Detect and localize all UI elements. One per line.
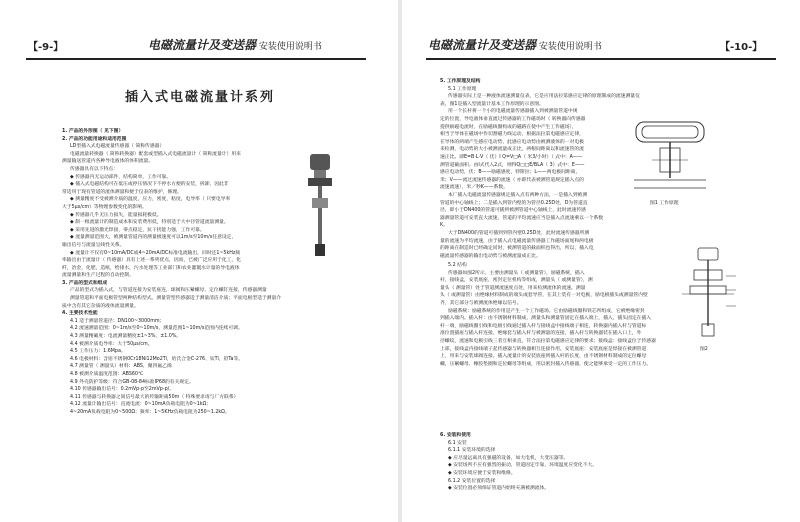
text-line: 1. 产品的外形图（ 见下图） [62, 129, 124, 134]
text-line: 4.1 适于测量管道径：DN100~3000mm； [70, 318, 165, 324]
text-line: ◆ 传感器几乎无压力损失，能量损耗极低。 [70, 212, 162, 218]
text-line: 上，用来与安装球阀连接。插入流量计的安装底座到插入杆的长度，由不锈钢材料制成的定位螺母 [440, 354, 647, 360]
text-line: 管道的中心轴线上；二是插入到管内壁的为管径0.25D处，D为管道直 [440, 200, 588, 206]
text-line: 4.9 外壳防护等级：符合GB-08-84标准IP68的有关规定。 [70, 379, 194, 385]
text-line: 6.1 安装 [448, 440, 467, 446]
text-line: ◆ 安装场所不应有强烈的振动，管道固定牢靠，环境温度应变化不大。 [448, 463, 598, 469]
text-line: 器测量管道可安装直大流速，管道的平均流速应当是插入点流速乘以一个系数 [440, 215, 604, 221]
text-line: 大于DN400的管道可插到到管内壁0.25D处，此时流速传感器所测 [448, 230, 590, 236]
text-line: 本厂插入电磁流量传感器规定插入点有两种方法，一是插入到被测 [448, 193, 588, 198]
text-line: 5. 工作原理及结构 [440, 79, 481, 84]
text-line: 表，图1是插入型流量计基本工作原理的示意图。 [440, 101, 544, 107]
text-line: 径螺纹，流速和电极引线三者互相垂直，符合法拉第电磁感应定律的要求；接线盒：接线盒位于传感器 [440, 338, 656, 344]
working-principle-figure [630, 118, 710, 200]
text-line: ◆ 流量测量范围大，被测量管道内的测量极速度可以1m/s至10m/s任意设定， [70, 235, 237, 241]
text-line: 4~20mA负载电阻为0~500Ω；频率：1~5KHz负载电阻为250~1.2kΩ。 [70, 409, 230, 415]
text-line: 上部，接线盒内接线端子起传感器与转换器相互连接作用。安装底座：安装底座是焊接在被测管道 [440, 346, 647, 352]
text-line: 4.3 测量精确度：电流测量精度±1~3%，±1.0%。 [70, 334, 182, 340]
text-line: 磁流量传感器的输出电动势与被测流量成正比。 [440, 253, 541, 259]
text-line: 流速流速），米／秒K——系数。 [440, 185, 508, 191]
text-line: ◆ 安装环境应便于安装和维修。 [448, 470, 516, 476]
text-line: 径，即小于DN400的管道可插到被测管道中心轴线上，此时流速传感 [440, 208, 586, 214]
text-line: 4.10 传感器输出信号：0.2mVp-p至2mVp-p/。 [70, 387, 175, 393]
right-page-number: 【-10-】 [720, 42, 763, 53]
fig1-caption: 图1 工作原理 [650, 201, 679, 206]
text-line: 6. 安装和使用 [440, 433, 471, 438]
text-line: 5.1 工作原理 [448, 86, 477, 92]
text-line: 6.1.1 安装环境的选择 [448, 448, 496, 454]
text-line: ◆ 制一根流量计的制造成本和安装费用低，特别适于大中径管道流量测量。 [70, 220, 229, 226]
text-line: 3. 产品的型式和组成 [62, 280, 108, 286]
text-line: 4.2 流速测量范围：0~1m/s至0~10m/s，测量范围1~10m/s范围内连续可调。 [70, 326, 243, 332]
text-line: 纤，冶金，化肥，造纸，给排水，污水处理等工业部门和农业灌溉水计量的导电液体 [62, 265, 240, 271]
text-line: 测量管道和平面电极管型两种结构型式。测量管型传感器适于测量清洁介质；平面电极型适于测量介 [70, 296, 282, 302]
text-line: 提供励磁电流时，在励磁线圈构成的磁路在使中产生工作磁场）， [440, 124, 577, 130]
text-line: 4. 主要技术性能 [62, 311, 98, 317]
text-line: 米；V——流过流速传感器的流速（ 亦即代表被测管道规定插入点的 [440, 177, 584, 183]
text-line: 率输出由于流量计（ 传感器）具有上述一系列优点，因而，已被广泛应用于化工，化 [62, 258, 242, 264]
text-line: ◆ 采用先进的激光焊接，零点稳定，抗干扰能力强，工作可靠。 [70, 227, 205, 233]
text-line: 4.11 传感器与转换器之间信号最大的传输距离50m（ 特殊要求请与厂方联系） [70, 394, 239, 400]
right-page [400, 0, 800, 522]
text-line: 感应电动势，伏；B——励磁感度，特斯拉；L——两电极间距离， [440, 170, 581, 176]
left-header-rule [26, 58, 366, 60]
text-line: ◆ 插入式电磁结构可在低压或停压情况下不停水方便的安装，拆卸，因此非 [70, 182, 229, 188]
right-header-title: 电磁流量计及变送器 安装使用说明书 [428, 38, 602, 52]
text-line: ◆ 测量精度不受被测介质的温度，压力，密度，粘度，电导率（ 只要电导率 [70, 197, 231, 203]
text-line: 5.2 结构 [448, 263, 467, 268]
text-line: 4.6 电极材料：含钼不锈钢0Cr18Ni12Mo2Ti，哈氏合金C-276、钛Ti，钽Ta等。 [70, 356, 244, 362]
right-install-text [440, 432, 740, 493]
text-line: 测管道截面积。由Ⅰ式代入2式，则得Q□□E/BLA（ 3）式中：E—— [440, 162, 585, 168]
left-main-title: 插入式电磁流量计系列 [124, 90, 275, 105]
text-line: 传感器如图2所示，主要由测量头（ 或测量管），励磁系统，插入 [448, 270, 585, 276]
text-line: 4.8 被测介质温度范围：ABS60℃ [70, 372, 144, 377]
text-line: 传感器具有以下特点： [70, 166, 118, 172]
text-line: 4.12 流量计输出信号：直流电流：0~10mA负载电阻为0~1kΩ； [70, 402, 212, 408]
text-line: 在导体的两端产生感应电动势，此感应电动势由被测液体的一对电极 [440, 139, 584, 145]
text-line: K。 [440, 223, 448, 229]
text-line: 励磁系统：励磁系统的作用是产生一个工作磁场。它由励磁线圈和铁芯所组成，它被绝缘密封 [448, 308, 645, 314]
right-header-subtitle: 安装使用说明书 [538, 42, 602, 52]
left-header-title: 电磁流量计及变送器 安装使用说明书 [148, 38, 322, 52]
structure-figure [680, 246, 736, 342]
text-line: 量的流速为平均流速，由于插入式电磁流量传感器工作磁场面尾和两电极 [440, 238, 594, 244]
fig2-caption: 图2 [700, 347, 708, 352]
product-figure [300, 150, 340, 260]
text-line: 传感器实际上是一种液体流速测量仪表，它是应用法拉第感应定律的原理制成的流速测量仪 [448, 94, 640, 100]
text-line: 相当于导体在磁场中作切割磁力线运动，根据法拉第电磁感应定律， [440, 132, 584, 138]
text-line: 流量测量和生产过程的自动控制。 [62, 273, 134, 279]
text-line: 质中含有其它杂质的液体流量测量。 [62, 303, 139, 309]
text-line: 齐，其它部分与被测流体绝缘以信号。 [440, 300, 522, 306]
text-line: ◆ 传感器内无运动部件，结构简单，工作可靠。 [70, 174, 172, 180]
text-line: 常适用于现有管道的流体测量和便于仪表的维护，修理。 [62, 189, 182, 195]
text-line: ◆ 安装位置必须保证管道内始终充满被测流体。 [448, 486, 550, 492]
text-line: 量头（ 测量管）处于管道测流速度点处，用来检测流体的流速。测量 [440, 285, 586, 291]
text-line: LD型插入式电磁流量传感器（ 简称传感器） [70, 144, 165, 150]
text-line: 速正比。即E=B·L·V（ 伏）Ⅰ Q=V□A（ 米3/小时）（ 式中：A—— [440, 154, 583, 160]
text-line: 产品的型式为插入式，与管道连接为安装座连，球阀和压紧螺母，定位螺钉连接，传感器测量 [70, 288, 267, 294]
text-line: 杆，接线盒，安装底座，密封定位机构等组成，测量头（ 或测量管），测 [440, 278, 593, 284]
text-line: 杆一端，励磁线圈引线和电极引线通过插入杆与接线盒中接线端子相连，转换器内插入杆与管道标 [440, 323, 647, 329]
text-line: 测量输送管道内各种导电液体的体积流量。 [62, 159, 154, 165]
text-line: ◆ 流量计不仅有0~10mA/DC或4~20mA/DC标准电流输出，同时还1~5kHz频 [70, 250, 241, 256]
text-line: 来检测，电动势的大小被测流量成正比，两根间距离以和流速管的流 [440, 147, 584, 153]
text-line: 的距离在制造时已经确定同时，被测管道的截面积也得出，所以，插入电 [440, 246, 594, 252]
text-line: 用一个长杆将一个小的电磁流量传感器插入到被测量管道中规 [448, 109, 578, 115]
left-header-subtitle: 安装使用说明书 [258, 42, 322, 52]
text-line: 头（ 或测量管）由绝缘材料制成的端头或套导管，在其上装有一对电极，励电极插头或测量管内壁 [440, 293, 648, 299]
text-line: 大于5μs/cm）等物理参数变化的影响。 [62, 204, 147, 210]
text-line: 2. 产品的功能用途和适用范围 [62, 136, 127, 142]
text-line: 电磁流量转换器（ 简称转换器）配套或型插入式电磁流量计（ 简称流量计）用来 [70, 151, 241, 157]
text-line: 准位置插座与插入杆连接，绝缘套与插入杆与被测量的连接，插入杆与转换器装在插入口上，外 [440, 331, 642, 337]
right-principle-text [440, 78, 780, 192]
left-page-number: 【-9-】 [28, 42, 64, 53]
text-line: 定的位置，导电液体垂直流过传感器的工作磁场时（ 转换器向传感器 [440, 116, 586, 122]
right-header-rule [426, 58, 776, 60]
text-line: 6.1.2 安装位置的选择 [448, 478, 496, 484]
text-line: 4.5 工作压力：1.6Mpa。 [70, 349, 126, 355]
text-line: 到插入端内。插入杆：由不锈钢材料制成，测量头和测量管固定在插入端上，插入，插头固定在插入 [440, 316, 652, 322]
text-line: 4.7 测量管（ 测量头）材料：ABS，聚四氟乙烯 [70, 364, 172, 370]
text-line: ◆ 应尽量远离具有强磁的设备，如大电机，大变压器等。 [448, 455, 569, 461]
text-line: 螺，压紧螺母，橡胶垫圈和定位螺母等组成，用以密封插入传感器，使之能够承受一定的工作压力。 [440, 361, 652, 367]
text-line: 输出信号与流量呈线性关系。 [62, 242, 125, 248]
text-line: 4.4 被测介质电导率：大于50μs/cm。 [70, 341, 153, 347]
